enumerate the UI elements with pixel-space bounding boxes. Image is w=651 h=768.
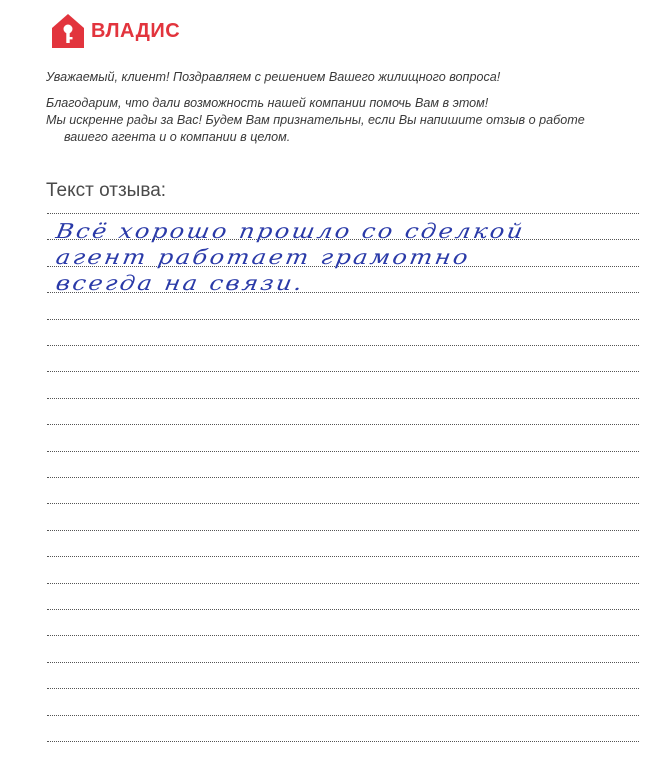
- brand-name: ВЛАДИС: [91, 19, 181, 42]
- handwritten-line-3: всегда на связи.: [54, 271, 307, 295]
- ruled-lines: [47, 0, 639, 768]
- ruled-line: [47, 477, 639, 478]
- ruled-line: [47, 715, 639, 716]
- ruled-line: [47, 345, 639, 346]
- handwritten-review: [54, 219, 618, 298]
- ruled-line: [47, 662, 639, 663]
- ruled-line: [47, 583, 639, 584]
- ruled-line: [47, 635, 639, 636]
- ruled-line: [47, 741, 639, 742]
- handwritten-line-2: агент работает грамотно: [54, 245, 473, 269]
- intro-line-2: Мы искренне рады за Вас! Будем Вам признательны, если Вы напишите отзыв о работе: [46, 113, 585, 127]
- ruled-line: [47, 213, 639, 214]
- ruled-line: [47, 319, 639, 320]
- ruled-line: [47, 688, 639, 689]
- handwritten-line-1: Всё хорошо прошло со сделкой: [54, 219, 527, 243]
- ruled-line: [47, 371, 639, 372]
- ruled-line: [47, 503, 639, 504]
- ruled-line: [47, 609, 639, 610]
- ruled-line: [47, 451, 639, 452]
- ruled-line: [47, 398, 639, 399]
- intro-line-3: вашего агента и о компании в целом.: [64, 130, 291, 144]
- ruled-line: [47, 556, 639, 557]
- ruled-line: [47, 424, 639, 425]
- review-title: Текст отзыва:: [46, 180, 167, 201]
- ruled-line: [47, 530, 639, 531]
- intro-line-1: Благодарим, что дали возможность нашей компании помочь Вам в этом!: [46, 96, 489, 110]
- greeting: Уважаемый, клиент! Поздравляем с решением Вашего жилищного вопроса!: [46, 70, 501, 84]
